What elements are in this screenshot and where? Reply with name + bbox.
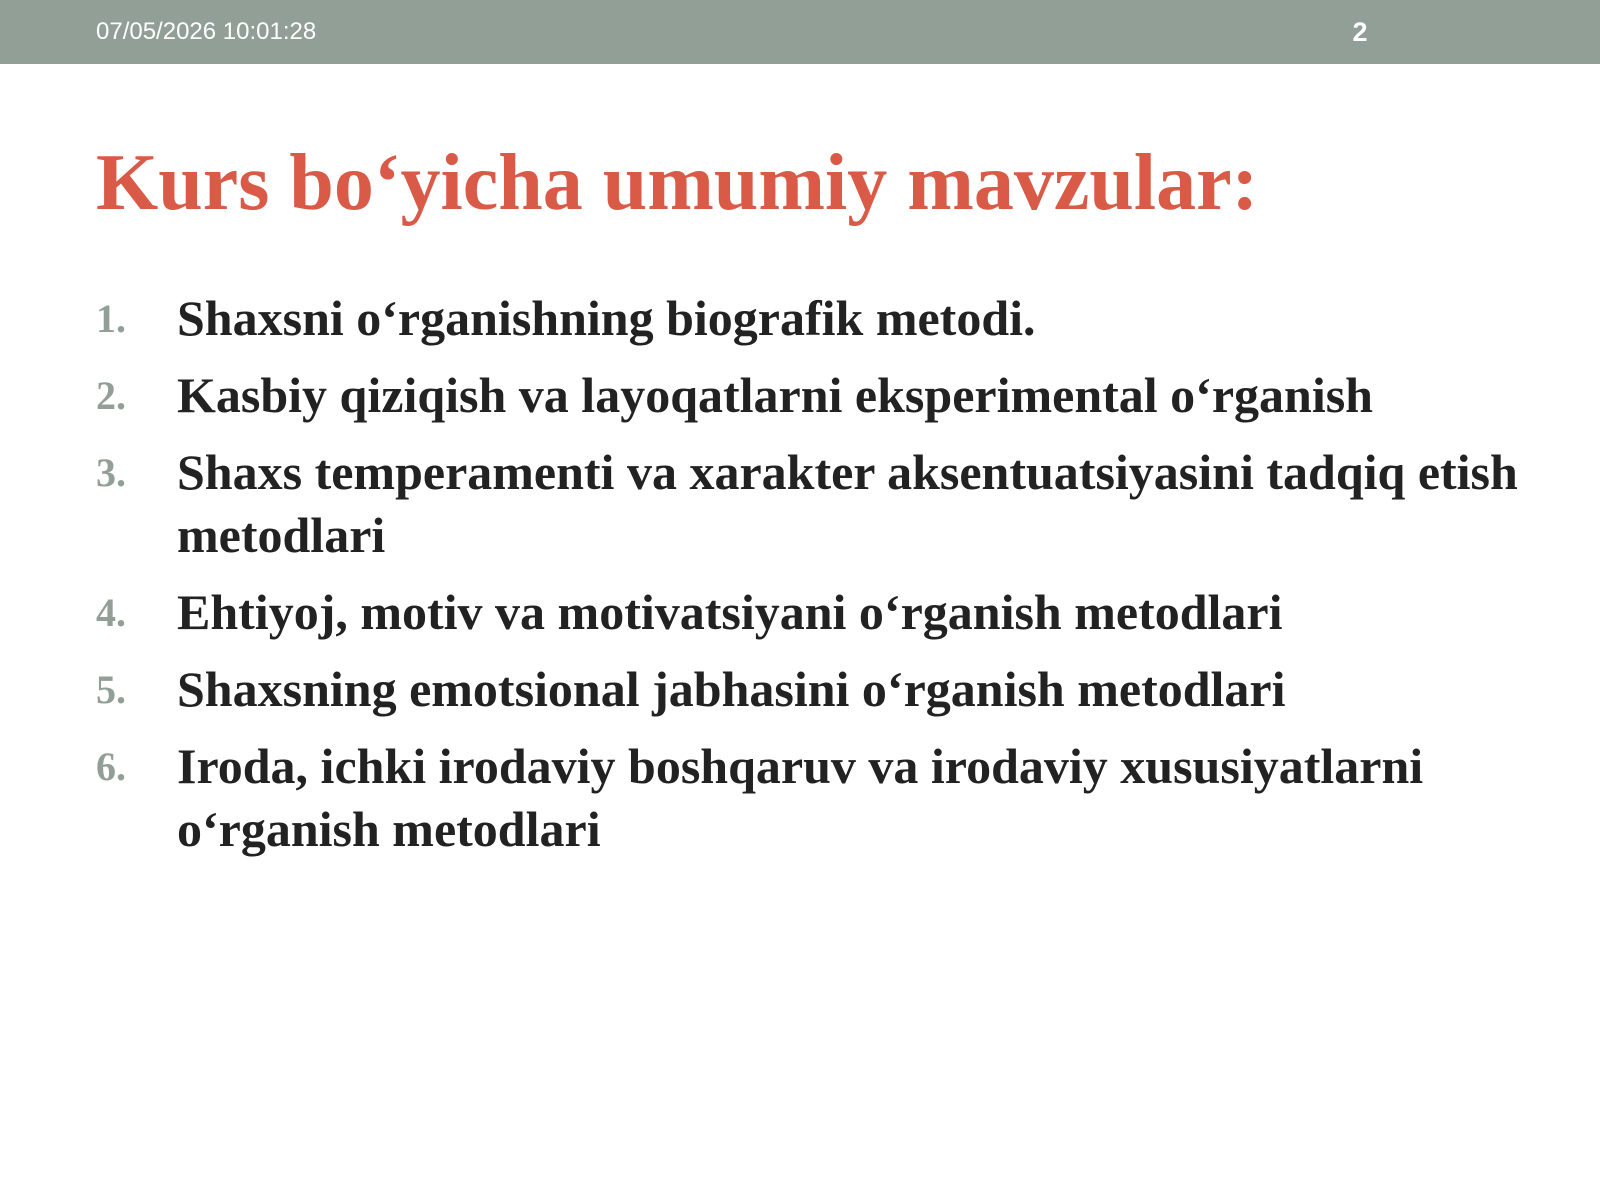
slide-header-bar	[0, 0, 1600, 64]
topic-text: Ehtiyoj, motiv va motivatsiyani o‘rganish metodlari	[177, 584, 1283, 640]
topic-item	[96, 364, 1526, 427]
topic-item	[96, 735, 1526, 861]
topic-number: 1.	[96, 296, 126, 341]
topic-text: Shaxs temperamenti va xarakter aksentuatsiyasini tadqiq etish metodlari	[177, 444, 1518, 563]
topic-list	[96, 287, 1526, 875]
topic-number: 3.	[96, 450, 126, 495]
topic-text: Shaxsning emotsional jabhasini o‘rganish metodlari	[177, 661, 1286, 717]
topic-text: Kasbiy qiziqish va layoqatlarni eksperimental o‘rganish	[177, 367, 1373, 423]
topic-item	[96, 441, 1526, 567]
slide-title: Kurs bo‘yicha umumiy mavzular:	[96, 139, 1259, 227]
topic-number: 2.	[96, 373, 126, 418]
topic-number: 5.	[96, 667, 126, 712]
topic-number: 4.	[96, 590, 126, 635]
topic-text: Iroda, ichki irodaviy boshqaruv va irodaviy xususiyatlarni o‘rganish metodlari	[177, 738, 1424, 857]
topic-number: 6.	[96, 744, 126, 789]
topic-item	[96, 658, 1526, 721]
topic-text: Shaxsni o‘rganishning biografik metodi.	[177, 290, 1036, 346]
topic-item	[96, 581, 1526, 644]
slide-datetime: 07/05/2026 10:01:28	[96, 18, 317, 45]
slide-page-number: 2	[1352, 17, 1368, 47]
topic-item	[96, 287, 1526, 350]
